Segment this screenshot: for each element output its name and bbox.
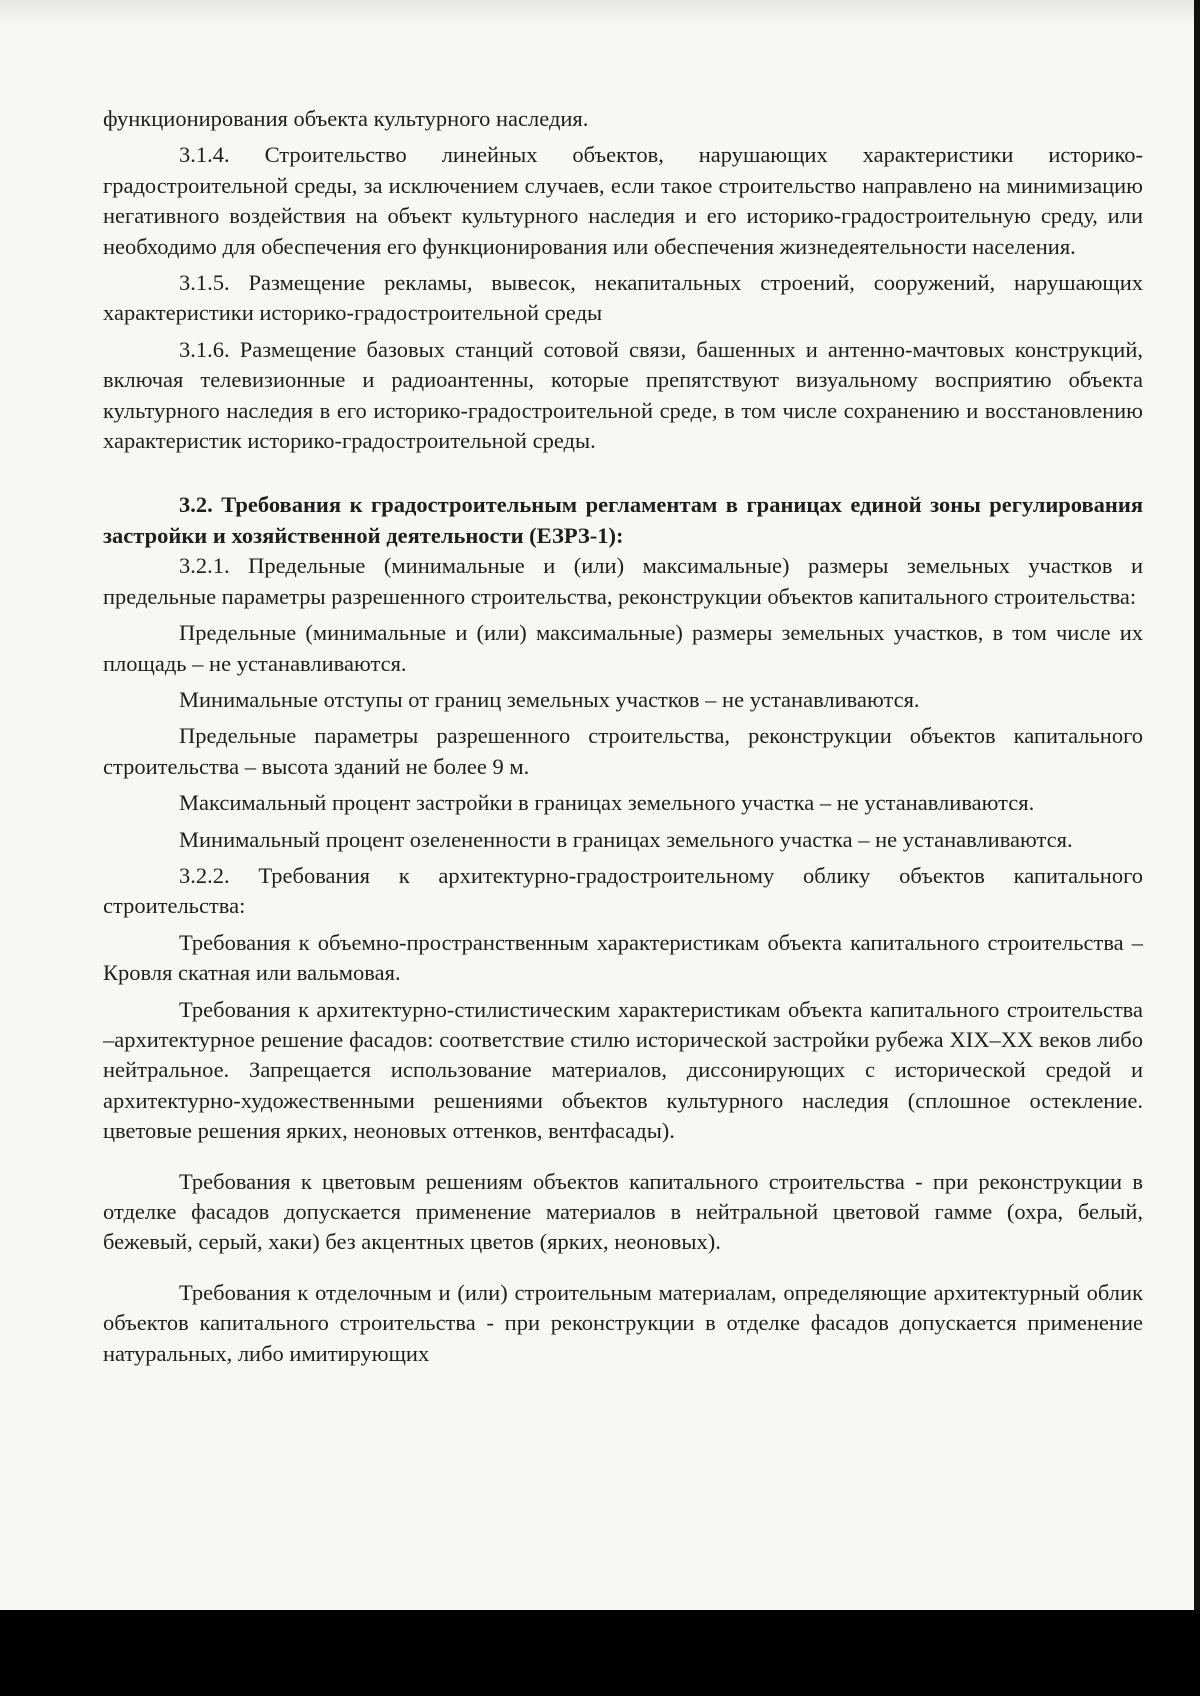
document-body bbox=[103, 104, 1143, 1369]
scan-bottom-border bbox=[0, 1610, 1200, 1696]
paragraph-min-greenery: Минимальный процент озелененности в границах земельного участка – не устанавливаются. bbox=[179, 826, 1073, 852]
paragraph-3-1-5: 3.1.5. Размещение рекламы, вывесок, некапитальных строений, сооружений, нарушающих характеристики историко-градостроительной среды bbox=[103, 270, 1143, 326]
section-heading-3-2: 3.2. Требования к градостроительным регламентам в границах единой зоны регулирования застройки и хозяйственной деятельности (ЕЗРЗ-1): bbox=[103, 492, 1143, 548]
paragraph-3-2-2: 3.2.2. Требования к архитектурно-градостроительному облику объектов капитального строительства: bbox=[103, 862, 1143, 919]
paragraph-3-1-4: 3.1.4. Строительство линейных объектов, нарушающих характеристики историко-градостроительной среды, за исключением случаев, если такое строительство направлено на минимизацию негативного воздействия на объект культурного наследия и его историко-градостроительную среду, или необходимо для обеспечения его функционирования или обеспечения жизнедеятельности населения. bbox=[103, 142, 1143, 259]
paragraph-volume-requirements: Требования к объемно-пространственным характеристикам объекта капитального строительства –Кровля скатная или вальмовая. bbox=[103, 929, 1143, 986]
paragraph-plot-sizes: Предельные (минимальные и (или) максимальные) размеры земельных участков, в том числе их площадь – не устанавливаются. bbox=[103, 620, 1143, 676]
paragraph-height-limit: Предельные параметры разрешенного строительства, реконструкции объектов капитального строительства – высота зданий не более 9 м. bbox=[103, 723, 1143, 779]
paragraph-material-requirements: Требования к отделочным и (или) строительным материалам, определяющие архитектурный облик объектов капитального строительства - при реконструкции в отделке фасадов допускается применение натуральных, либо имитирующих bbox=[103, 1279, 1143, 1366]
paragraph-setbacks: Минимальные отступы от границ земельных участков – не устанавливаются. bbox=[179, 686, 920, 712]
paragraph-style-requirements: Требования к архитектурно-стилистическим характеристикам объекта капитального строительства –архитектурное решение фасадов: соответствие стилю исторической застройки рубежа XIX–XX веков либо нейтральное. Запрещается использование материалов, диссонирующих с исторической средой и архитектурно-художественными решениями объектов культурного наследия (сплошное остекление. цветовые решения ярких, неоновых оттенков, вентфасады). bbox=[103, 996, 1143, 1144]
scan-top-shadow bbox=[0, 0, 1200, 28]
paragraph-3-2-1: 3.2.1. Предельные (минимальные и (или) максимальные) размеры земельных участков и предельные параметры разрешенного строительства, реконструкции объектов капитального строительства: bbox=[103, 553, 1143, 609]
paragraph-continuation: функционирования объекта культурного наследия. bbox=[103, 106, 589, 131]
scan-right-edge bbox=[1194, 0, 1200, 1610]
paragraph-max-coverage: Максимальный процент застройки в границах земельного участка – не устанавливаются. bbox=[179, 790, 1035, 816]
paragraph-3-1-6: 3.1.6. Размещение базовых станций сотовой связи, башенных и антенно-мачтовых конструкций, включая телевизионные и радиоантенны, которые препятствуют визуальному восприятию объекта культурного наследия в его историко-градостроительной среде, в том числе сохранению и восстановлению характеристик историко-градостроительной среды. bbox=[103, 336, 1143, 454]
paragraph-color-requirements: Требования к цветовым решениям объектов капитального строительства - при реконструкции в отделке фасадов допускается применение материалов в нейтральной цветовой гамме (охра, белый, бежевый, серый, хаки) без акцентных цветов (ярких, неоновых). bbox=[103, 1168, 1143, 1255]
